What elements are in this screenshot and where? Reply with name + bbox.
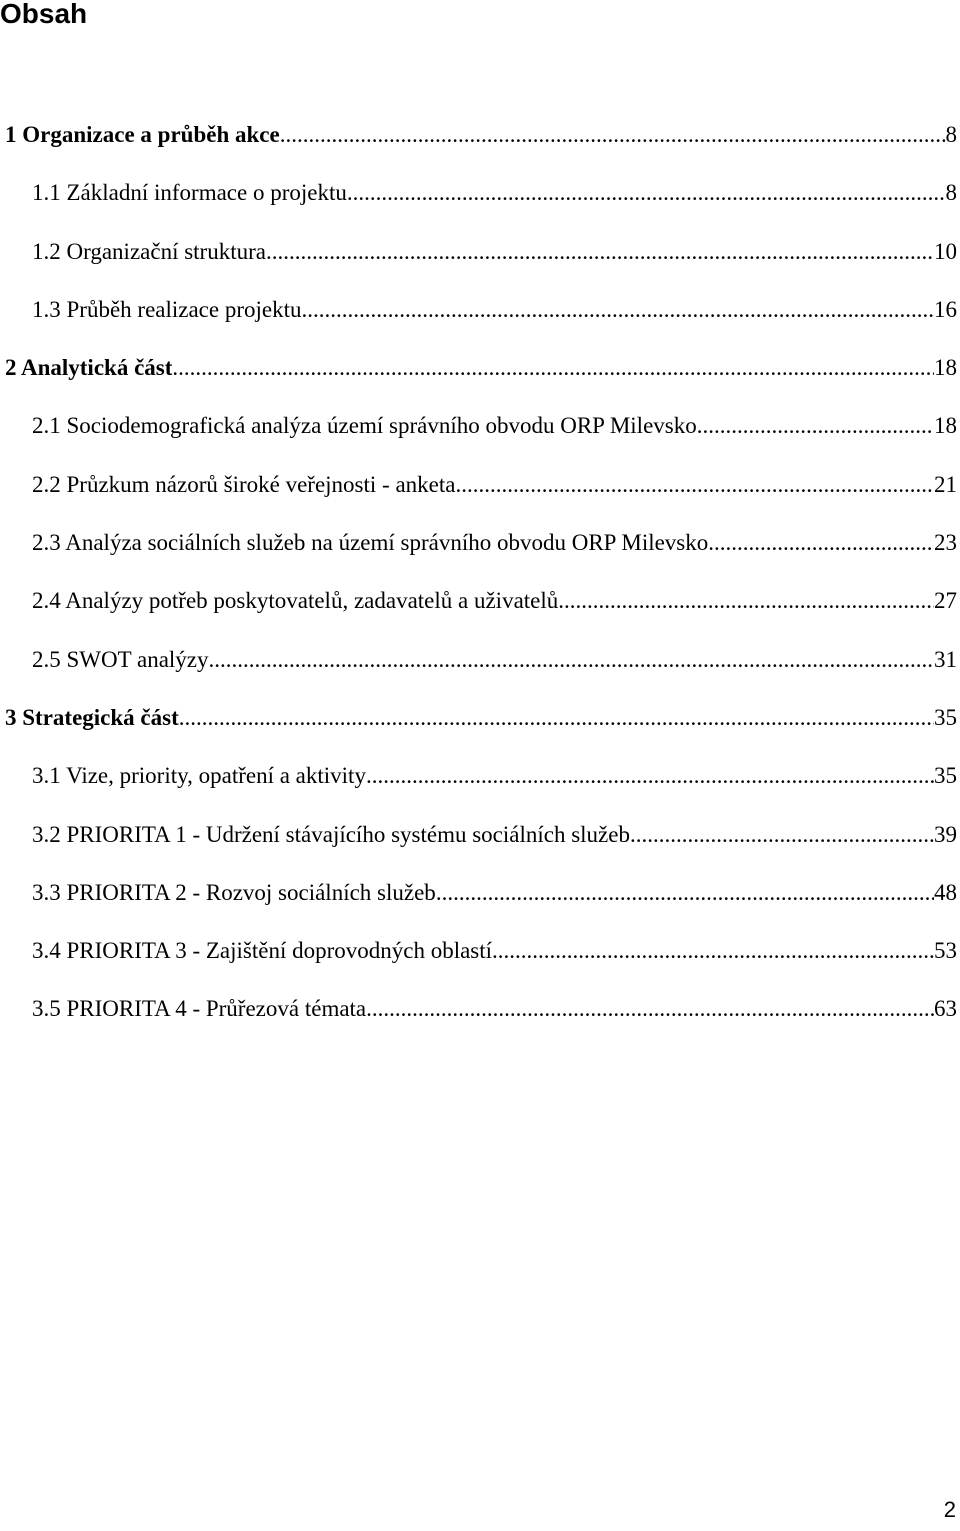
toc-entry-label: 2.2 Průzkum názorů široké veřejnosti - anketa xyxy=(32,471,456,497)
toc-dot-leader xyxy=(697,408,934,444)
page-title: Obsah xyxy=(0,0,88,29)
toc-entry-page: 21 xyxy=(934,471,957,497)
toc-entry-label: 3.3 PRIORITA 2 - Rozvoj sociálních služeb xyxy=(32,879,436,905)
toc-entry-page: 16 xyxy=(934,296,957,322)
toc-entry-page: 35 xyxy=(934,763,957,789)
toc-entry[interactable] xyxy=(0,467,960,525)
toc-entry[interactable] xyxy=(0,933,960,991)
toc-entry-label: 2.5 SWOT analýzy xyxy=(32,646,209,672)
toc-entry-page: 48 xyxy=(934,879,957,905)
table-of-contents xyxy=(0,117,960,1050)
toc-dot-leader xyxy=(558,583,934,619)
toc-entry[interactable] xyxy=(0,991,960,1049)
toc-dot-leader xyxy=(280,117,946,153)
toc-entry-label: 1.2 Organizační struktura xyxy=(32,238,266,264)
toc-entry-page: 8 xyxy=(945,180,957,206)
toc-entry-label: 3.5 PRIORITA 4 - Průřezová témata xyxy=(32,996,367,1022)
toc-entry-label: 3 Strategická část xyxy=(5,704,179,730)
toc-entry-page: 18 xyxy=(934,355,957,381)
toc-dot-leader xyxy=(209,642,934,678)
toc-dot-leader xyxy=(366,758,934,794)
toc-dot-leader xyxy=(179,700,934,736)
toc-entry[interactable] xyxy=(0,817,960,875)
toc-entry-page: 18 xyxy=(934,413,957,439)
toc-entry-page: 39 xyxy=(934,821,957,847)
toc-entry[interactable] xyxy=(0,642,960,700)
toc-entry-label: 2 Analytická část xyxy=(5,355,173,381)
toc-entry[interactable] xyxy=(0,117,960,175)
toc-entry-page: 63 xyxy=(934,996,957,1022)
toc-entry-label: 2.4 Analýzy potřeb poskytovatelů, zadavatelů a uživatelů xyxy=(32,588,559,614)
toc-entry-label: 2.1 Sociodemografická analýza území správního obvodu ORP Milevsko xyxy=(32,413,697,439)
toc-entry-page: 27 xyxy=(934,588,957,614)
toc-dot-leader xyxy=(492,933,934,969)
toc-entry-label: 3.2 PRIORITA 1 - Udržení stávajícího systému sociálních služeb xyxy=(32,821,630,847)
toc-entry[interactable] xyxy=(0,350,960,408)
toc-entry-page: 10 xyxy=(934,238,957,264)
toc-entry[interactable] xyxy=(0,175,960,233)
toc-dot-leader xyxy=(172,350,934,386)
toc-entry[interactable] xyxy=(0,234,960,292)
toc-entry-page: 23 xyxy=(934,530,957,556)
toc-entry-page: 31 xyxy=(934,646,957,672)
toc-entry-page: 53 xyxy=(934,938,957,964)
toc-entry[interactable] xyxy=(0,525,960,583)
toc-entry-label: 2.3 Analýza sociálních služeb na území správního obvodu ORP Milevsko xyxy=(32,530,709,556)
toc-entry[interactable] xyxy=(0,408,960,466)
toc-dot-leader xyxy=(630,817,934,853)
toc-entry-label: 1.3 Průběh realizace projektu xyxy=(32,296,302,322)
toc-entry-label: 3.1 Vize, priority, opatření a aktivity xyxy=(32,763,366,789)
toc-dot-leader xyxy=(347,175,946,211)
toc-entry[interactable] xyxy=(0,875,960,933)
toc-entry[interactable] xyxy=(0,583,960,641)
toc-dot-leader xyxy=(302,292,935,328)
toc-entry[interactable] xyxy=(0,758,960,816)
toc-entry-label: 1 Organizace a průběh akce xyxy=(5,122,280,147)
page-number: 2 xyxy=(943,1497,956,1522)
toc-dot-leader xyxy=(266,234,934,270)
toc-dot-leader xyxy=(366,991,934,1027)
toc-entry[interactable] xyxy=(0,292,960,350)
toc-dot-leader xyxy=(436,875,934,911)
toc-entry-label: 3.4 PRIORITA 3 - Zajištění doprovodných oblastí xyxy=(32,938,493,964)
toc-dot-leader xyxy=(455,467,934,503)
toc-entry-label: 1.1 Základní informace o projektu xyxy=(32,180,347,206)
toc-entry-page: 8 xyxy=(945,122,957,147)
toc-entry-page: 35 xyxy=(934,704,957,730)
toc-dot-leader xyxy=(708,525,934,561)
toc-entry[interactable] xyxy=(0,700,960,758)
